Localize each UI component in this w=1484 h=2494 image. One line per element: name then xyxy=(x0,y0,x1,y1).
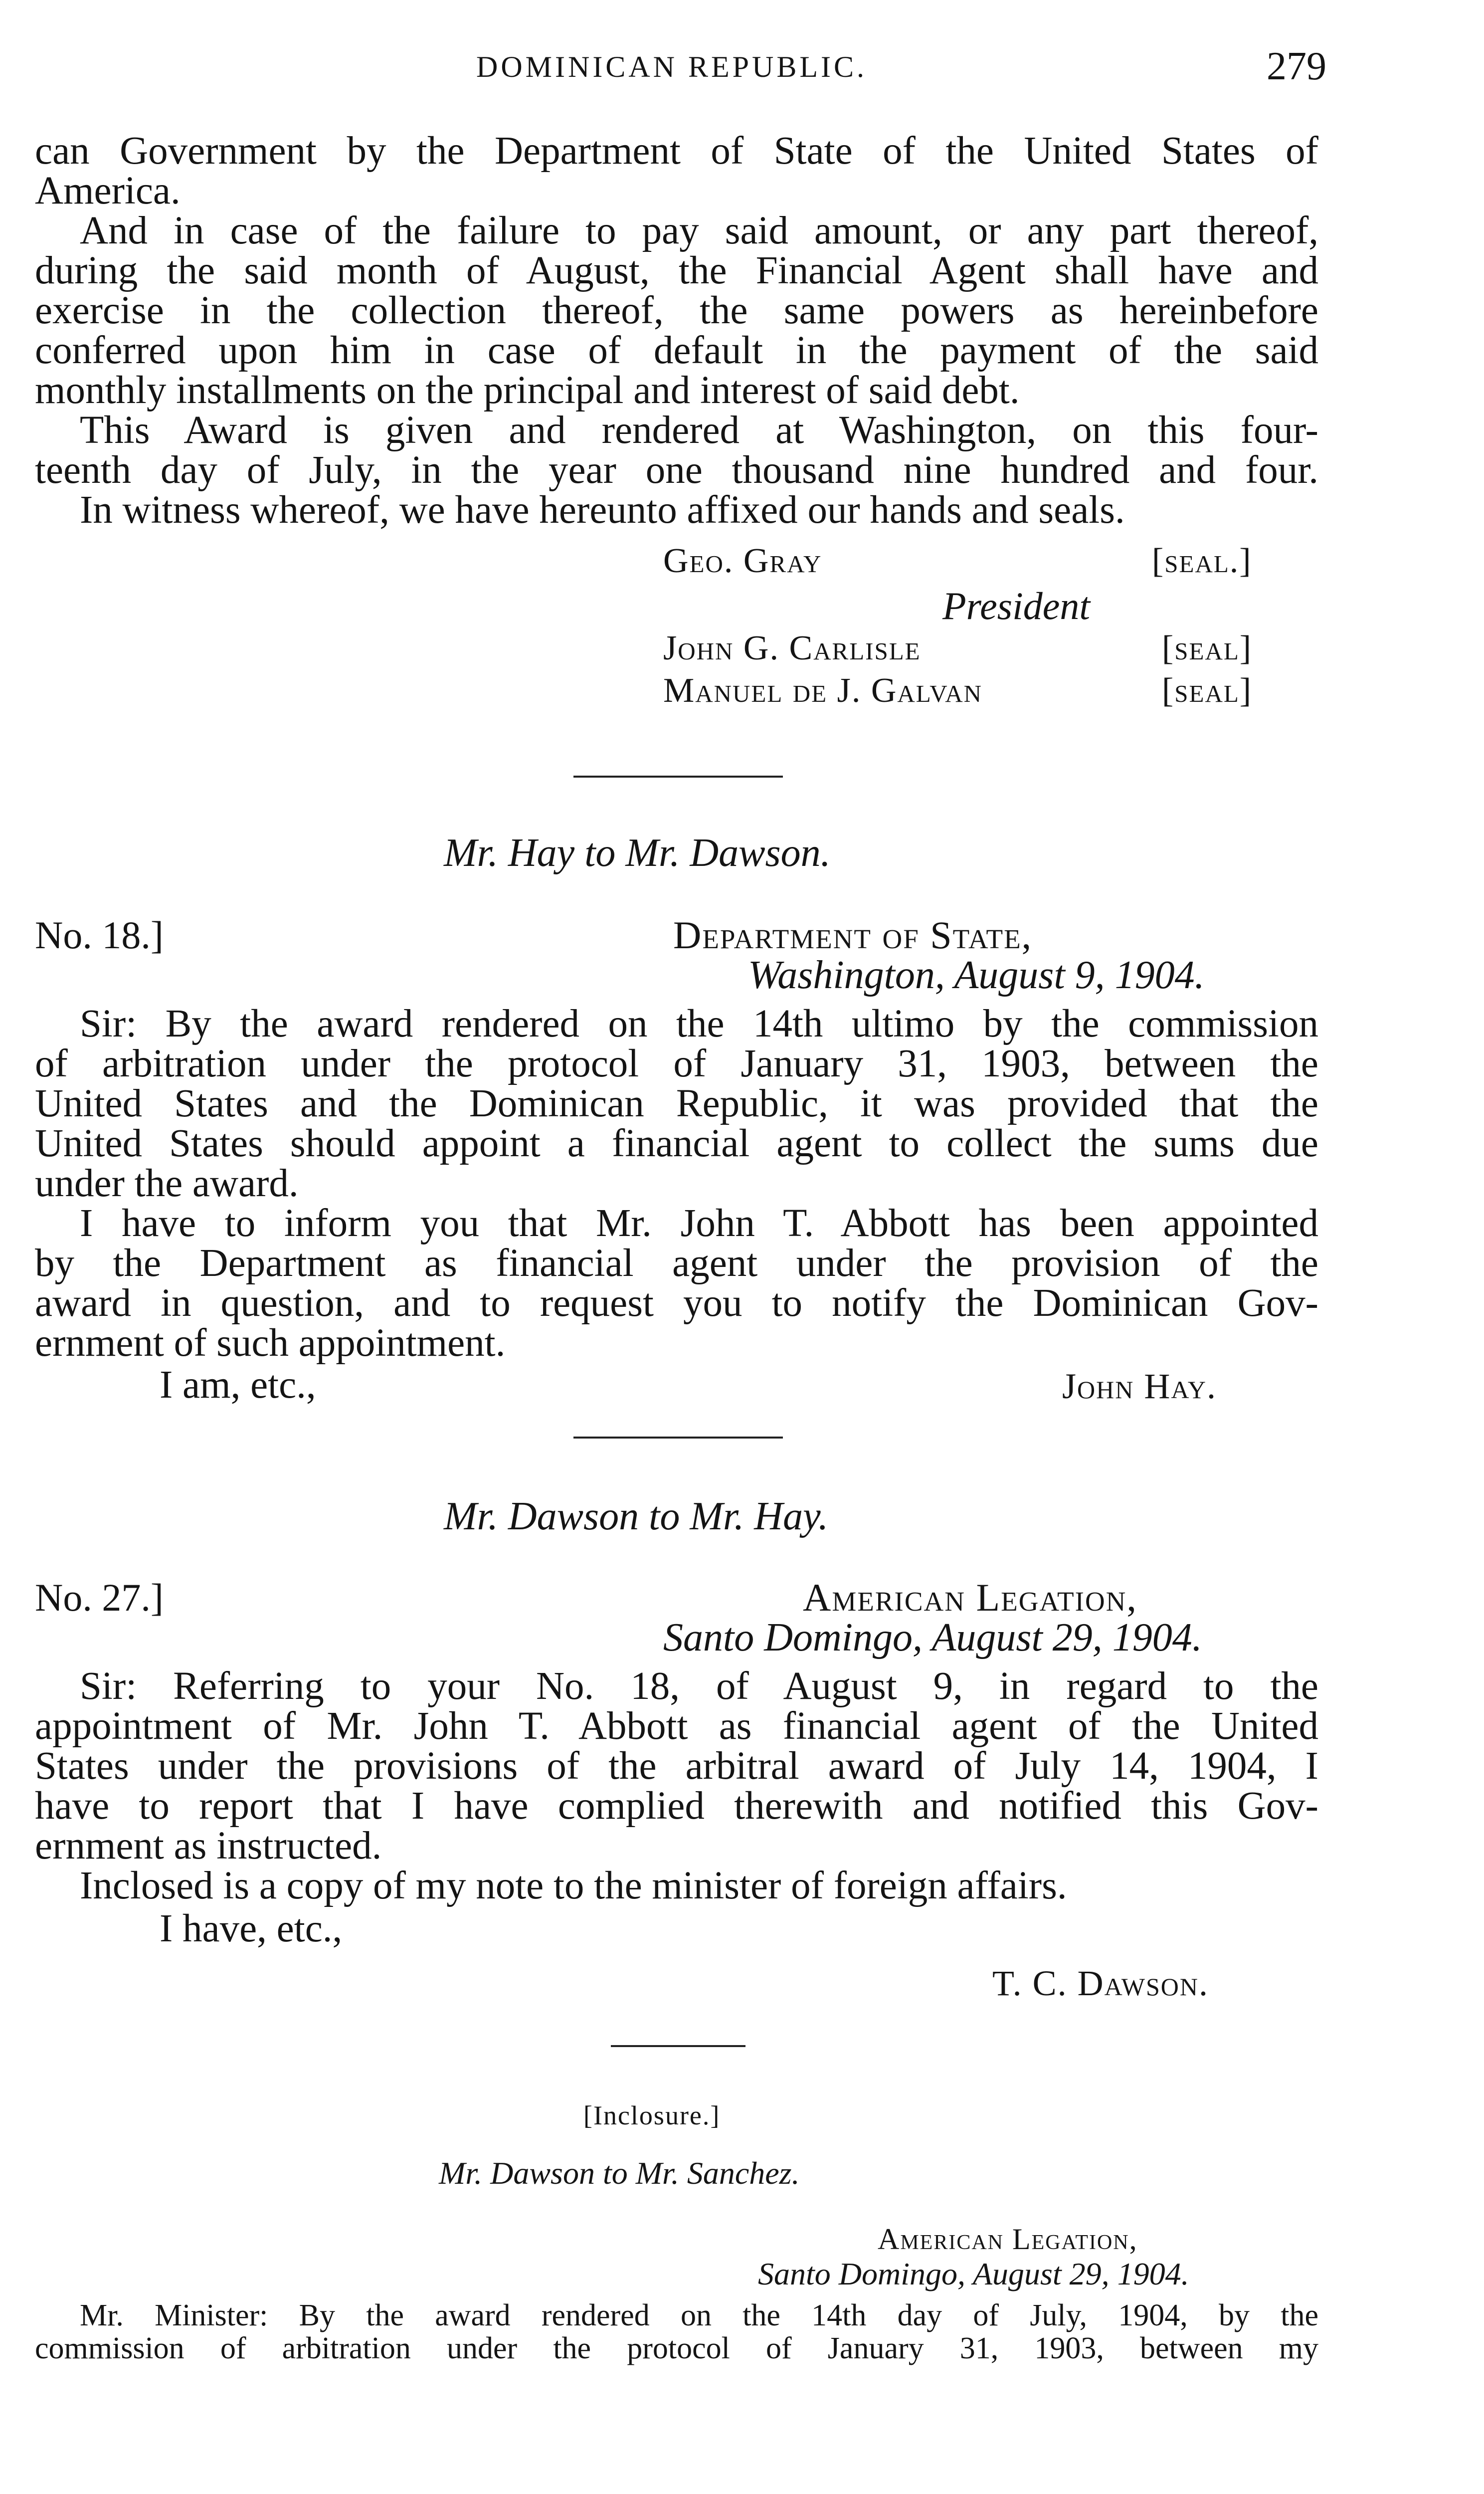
section-divider xyxy=(611,2045,745,2047)
seal-mark: [seal.] xyxy=(1152,542,1252,580)
seal-mark: [seal] xyxy=(1162,629,1253,667)
award-line: In witness whereof, we have hereunto affixed our hands and seals. xyxy=(80,488,1125,532)
letter-body-line: appointment of Mr. John T. Abbott as financial agent of the United xyxy=(35,1704,1318,1748)
letter-body-line: ernment as instructed. xyxy=(35,1824,382,1868)
page-number: 279 xyxy=(1267,44,1326,88)
letter-body-line: under the award. xyxy=(35,1162,299,1205)
inclosure-place: American Legation, xyxy=(878,2223,1138,2256)
letter-number: No. 27.] xyxy=(35,1576,164,1619)
running-title: DOMINICAN REPUBLIC. xyxy=(476,50,868,83)
seal-mark: [seal] xyxy=(1162,671,1253,710)
letter-closing: I have, etc., xyxy=(160,1907,343,1950)
award-line: monthly installments on the principal and interest of said debt. xyxy=(35,369,1020,412)
letter-body-line: have to report that I have complied therewith and notified this Gov- xyxy=(35,1784,1318,1828)
award-line: conferred upon him in case of default in the payment of the said xyxy=(35,329,1318,372)
letter-closing: I am, etc., xyxy=(160,1363,316,1407)
award-line: exercise in the collection thereof, the same powers as hereinbefore xyxy=(35,289,1318,332)
letter-body-line: Sir: Referring to your No. 18, of August 9, in regard to the xyxy=(80,1664,1318,1708)
letter-body-line: States under the provisions of the arbitral award of July 14, 1904, I xyxy=(35,1744,1318,1788)
letter-body-line: United States and the Dominican Republic, it was provided that the xyxy=(35,1082,1318,1125)
letter-number: No. 18.] xyxy=(35,913,164,957)
inclosure-body-line: commission of arbitration under the protocol of January 31, 1903, between my xyxy=(35,2331,1318,2365)
letter-body-line: by the Department as financial agent under the provision of the xyxy=(35,1242,1318,1285)
section-divider xyxy=(573,1437,783,1439)
signatory-name: Geo. Gray xyxy=(663,542,822,580)
letter-signature: John Hay. xyxy=(1062,1366,1217,1406)
award-line: This Award is given and rendered at Washington, on this four- xyxy=(80,409,1318,452)
letter-body-line: award in question, and to request you to notify the Dominican Gov- xyxy=(35,1281,1318,1325)
letter-heading: Mr. Hay to Mr. Dawson. xyxy=(444,831,831,875)
letter-body-line: United States should appoint a financial agent to collect the sums due xyxy=(35,1122,1318,1165)
letter-body-line: Inclosed is a copy of my note to the minister of foreign affairs. xyxy=(80,1864,1067,1907)
signatory-name: John G. Carlisle xyxy=(663,629,921,667)
letter-place: Department of State, xyxy=(673,913,1033,957)
letter-heading: Mr. Dawson to Mr. Hay. xyxy=(444,1494,829,1538)
section-divider xyxy=(573,776,783,778)
letter-body-line: Sir: By the award rendered on the 14th ultimo by the commission xyxy=(80,1002,1318,1045)
inclosure-heading: Mr. Dawson to Mr. Sanchez. xyxy=(439,2155,800,2191)
inclosure-label: [Inclosure.] xyxy=(583,2100,721,2130)
letter-date: Washington, August 9, 1904. xyxy=(748,953,1205,997)
inclosure-date: Santo Domingo, August 29, 1904. xyxy=(758,2256,1189,2291)
president-title: President xyxy=(942,584,1091,627)
inclosure-body-line: Mr. Minister: By the award rendered on the 14th day of July, 1904, by the xyxy=(80,2298,1318,2332)
award-line: during the said month of August, the Financial Agent shall have and xyxy=(35,249,1318,292)
letter-place: American Legation, xyxy=(803,1576,1137,1619)
award-line: teenth day of July, in the year one thousand nine hundred and four. xyxy=(35,448,1318,492)
signatory-name: Manuel de J. Galvan xyxy=(663,671,983,710)
award-line: And in case of the failure to pay said amount, or any part thereof, xyxy=(80,209,1318,252)
letter-date: Santo Domingo, August 29, 1904. xyxy=(663,1616,1202,1660)
letter-body-line: of arbitration under the protocol of January 31, 1903, between the xyxy=(35,1042,1318,1085)
letter-body-line: I have to inform you that Mr. John T. Abbott has been appointed xyxy=(80,1202,1318,1245)
award-line: America. xyxy=(35,169,181,212)
letter-body-line: ernment of such appointment. xyxy=(35,1321,506,1365)
letter-signature: T. C. Dawson. xyxy=(992,1963,1209,2003)
award-line: can Government by the Department of State of the United States of xyxy=(35,129,1318,173)
